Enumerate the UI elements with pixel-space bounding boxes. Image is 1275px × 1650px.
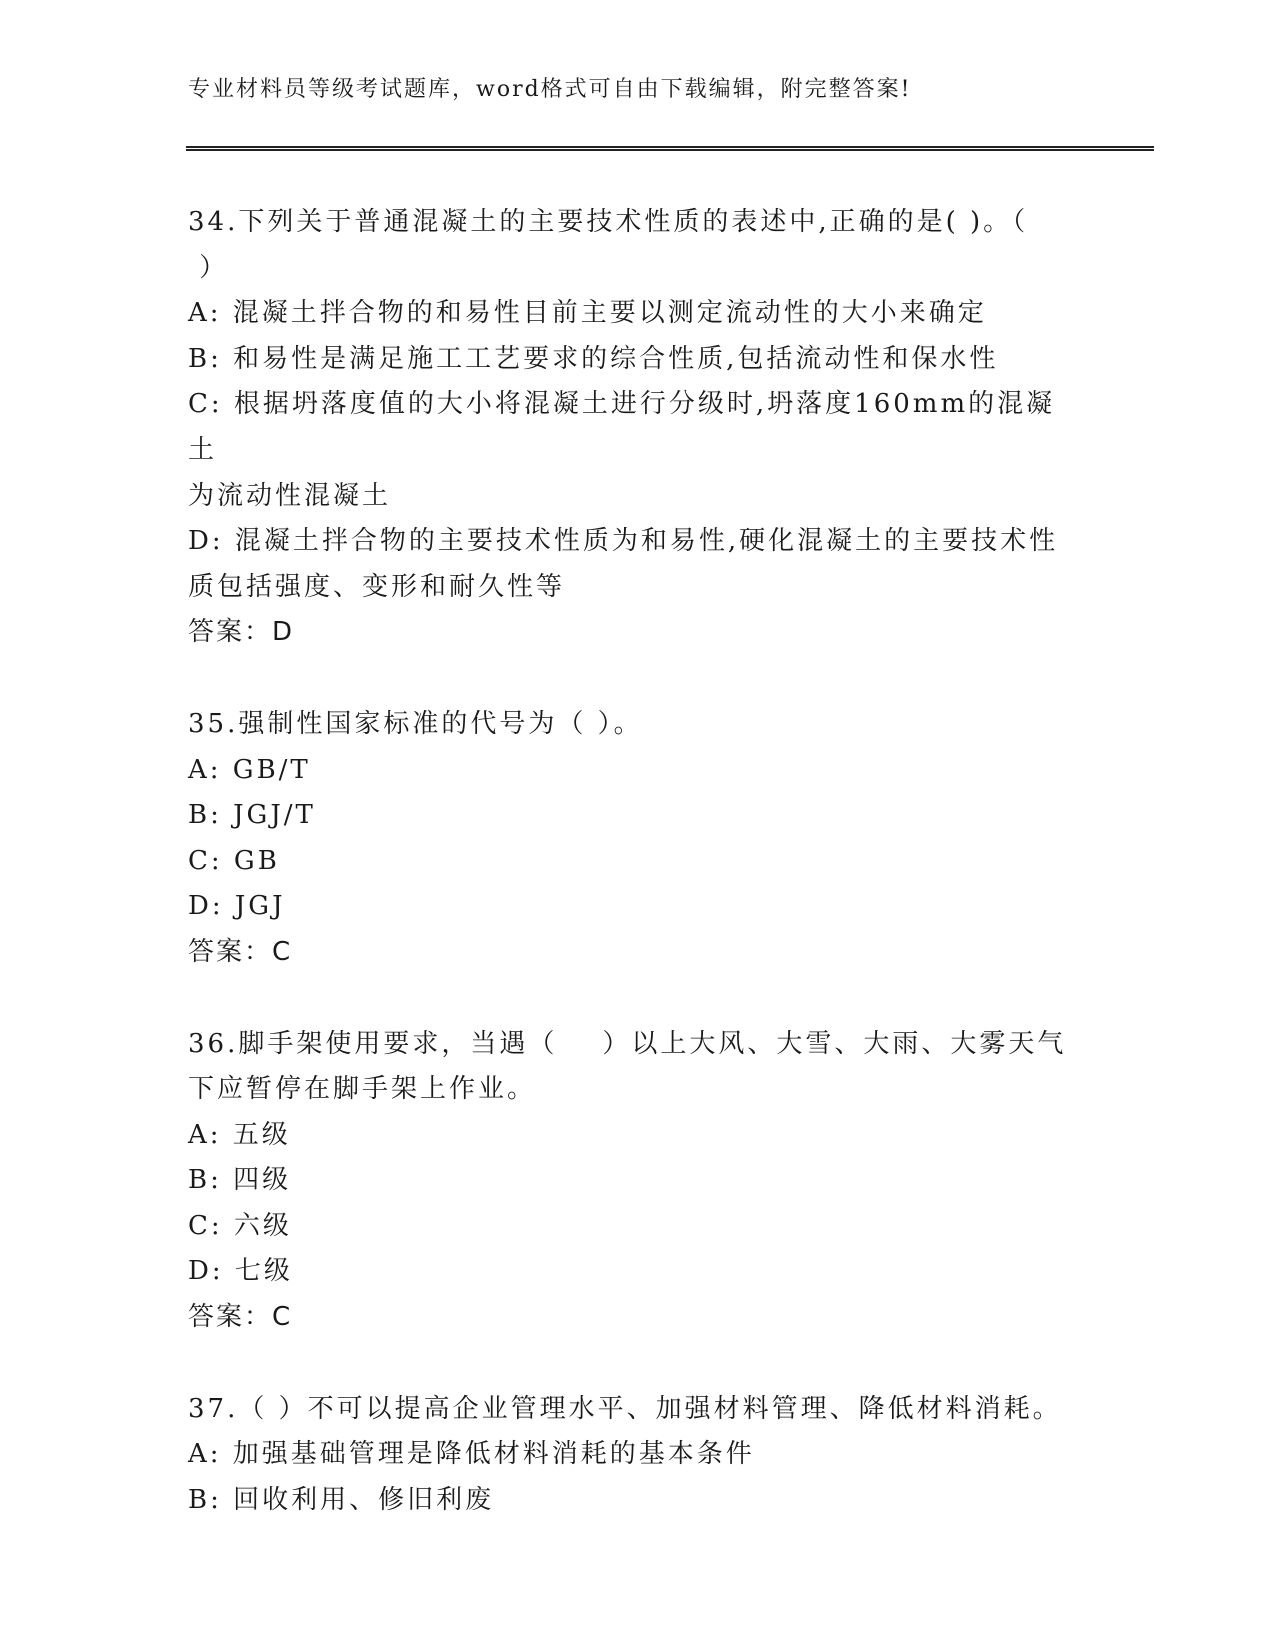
option-c: C: 根据坍落度值的大小将混凝土进行分级时,坍落度160mm的混凝土 (188, 389, 1056, 465)
option-b: B: JGJ/T (188, 800, 316, 831)
option-a: A: 五级 (188, 1119, 291, 1150)
option-c: C: GB (188, 845, 280, 876)
answer-label: 答案：C (188, 936, 293, 967)
option-a: A: GB/T (188, 754, 311, 785)
question-stem: 34.下列关于普通混凝土的主要技术性质的表述中,正确的是( )。（ (188, 207, 1029, 237)
question-34 (188, 200, 1068, 656)
question-35 (188, 702, 1068, 976)
page-header: 专业材料员等级考试题库，word格式可自由下载编辑，附完整答案! (188, 77, 912, 102)
option-d: D: 七级 (188, 1256, 293, 1287)
answer-label: 答案：D (188, 617, 295, 648)
question-stem-continued: 下应暂停在脚手架上作业。 (188, 1074, 537, 1105)
question-36 (188, 1022, 1068, 1341)
option-c-continued: 为流动性混凝土 (188, 480, 392, 511)
question-list (188, 200, 1068, 1569)
option-a: A: 混凝土拌合物的和易性目前主要以测定流动性的大小来确定 (188, 298, 987, 329)
option-d-continued: 质包括强度、变形和耐久性等 (188, 571, 566, 602)
question-stem: 37.（ ）不可以提高企业管理水平、加强材料管理、降低材料消耗。 (188, 1393, 1062, 1424)
option-d: D: 混凝土拌合物的主要技术性质为和易性,硬化混凝土的主要技术性 (188, 526, 1059, 557)
option-d: D: JGJ (188, 891, 286, 922)
question-stem: 35.强制性国家标准的代号为（ ）。 (188, 708, 643, 739)
answer-label: 答案：C (188, 1302, 293, 1333)
question-stem: 36.脚手架使用要求，当遇（ ）以上大风、大雪、大雨、大雾天气 (188, 1028, 1067, 1059)
option-b: B: 四级 (188, 1165, 292, 1196)
option-a: A: 加强基础管理是降低材料消耗的基本条件 (188, 1439, 755, 1470)
option-b: B: 回收利用、修旧利废 (188, 1484, 495, 1515)
question-stem: ） (188, 252, 229, 283)
question-37 (188, 1387, 1068, 1524)
option-c: C: 六级 (188, 1210, 292, 1241)
option-b: B: 和易性是满足施工工艺要求的综合性质,包括流动性和保水性 (188, 343, 999, 374)
header-divider (186, 146, 1154, 151)
